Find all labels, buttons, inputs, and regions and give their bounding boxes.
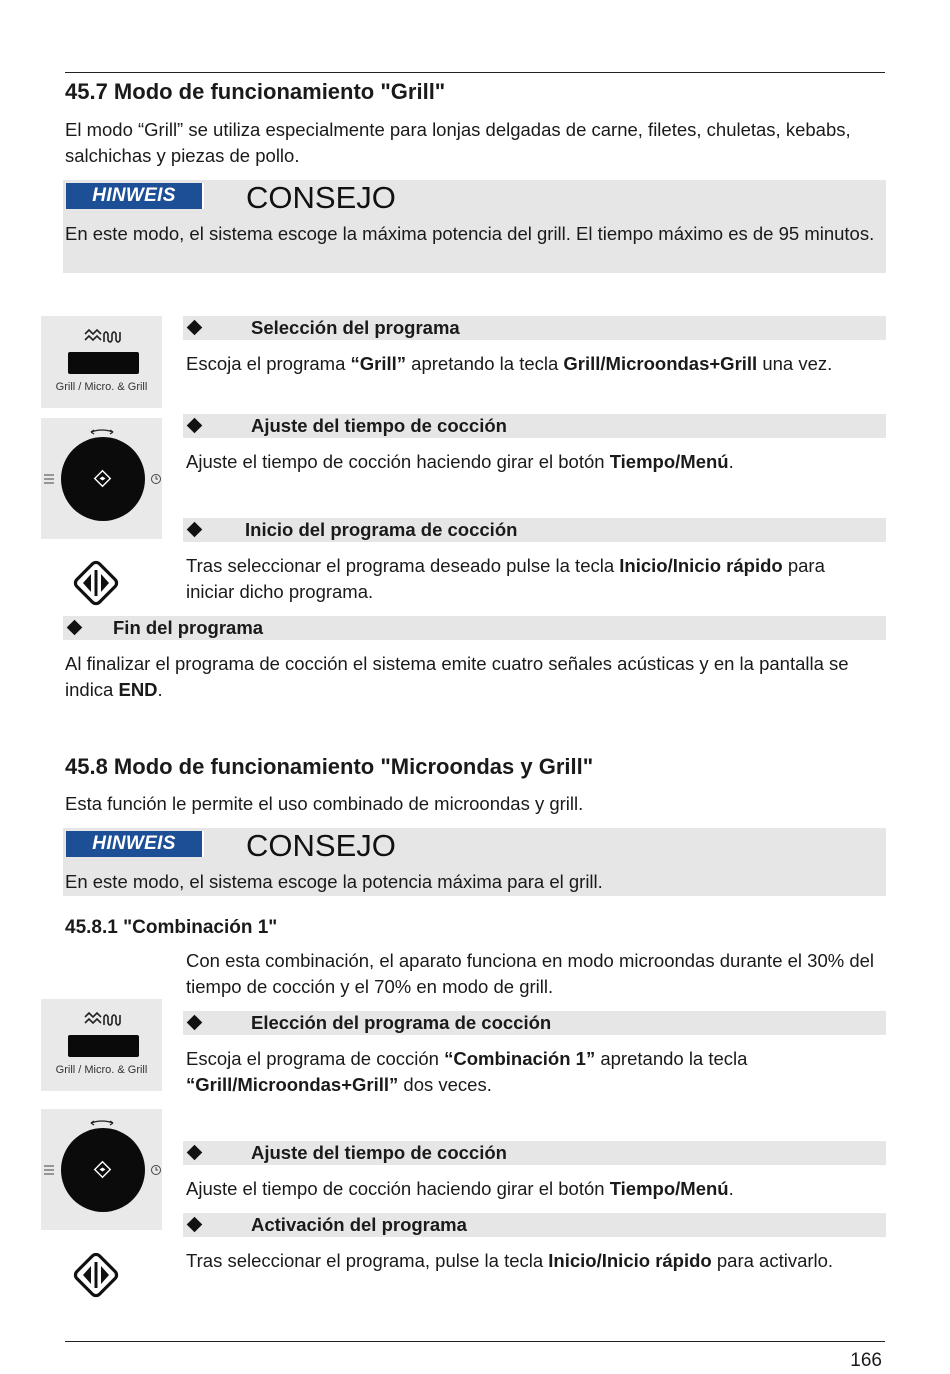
grill-button-label: Grill / Micro. & Grill bbox=[55, 381, 148, 393]
page-number: 166 bbox=[850, 1350, 882, 1371]
grill-button-panel bbox=[41, 316, 162, 408]
top-rule bbox=[65, 72, 885, 73]
tip-box-45-7 bbox=[63, 180, 886, 273]
tip-text: En este modo, el sistema escoge la máxima potencia del grill. El tiempo máximo es de 95 minutos. bbox=[65, 223, 875, 244]
section-intro-45-8: Esta función le permite el uso combinado de microondas y grill. bbox=[65, 793, 584, 814]
step-header-start-program bbox=[183, 518, 886, 542]
grill-button-panel bbox=[41, 999, 162, 1091]
diamond-bullet-icon bbox=[67, 620, 83, 636]
step-title: Fin del programa bbox=[113, 617, 264, 638]
section-heading-45-7: 45.7 Modo de funcionamiento "Grill" bbox=[65, 79, 446, 104]
step-title: Selección del programa bbox=[251, 317, 460, 338]
step-text-cook-time: Ajuste el tiempo de cocción haciendo girar el botón Tiempo/Menú. bbox=[186, 451, 734, 472]
time-dial-panel bbox=[41, 1109, 162, 1230]
diamond-bullet-icon bbox=[187, 1015, 203, 1031]
step-title: Inicio del programa de cocción bbox=[245, 519, 518, 540]
hinweis-badge: HINWEIS bbox=[66, 183, 204, 209]
clock-icon bbox=[152, 1166, 161, 1175]
tip-box-45-8 bbox=[63, 828, 886, 896]
step-title: Ajuste del tiempo de cocción bbox=[251, 1142, 507, 1163]
diamond-bullet-icon bbox=[187, 522, 203, 538]
diamond-bullet-icon bbox=[187, 320, 203, 336]
step-text-choose-program: Escoja el programa de cocción “Combinación 1” apretando la tecla “Grill/Microondas+Grill” dos veces. bbox=[186, 1048, 748, 1095]
step-title: Ajuste del tiempo de cocción bbox=[251, 415, 507, 436]
step-text-cook-time: Ajuste el tiempo de cocción haciendo girar el botón Tiempo/Menú. bbox=[186, 1178, 734, 1199]
time-dial-panel bbox=[41, 418, 162, 539]
step-header-cook-time bbox=[183, 414, 886, 438]
step-header-choose-program bbox=[183, 1011, 886, 1035]
grill-button-label: Grill / Micro. & Grill bbox=[55, 1064, 148, 1076]
diamond-bullet-icon bbox=[187, 1145, 203, 1161]
step-header-activate-program bbox=[183, 1213, 886, 1237]
tip-title: CONSEJO bbox=[246, 180, 396, 215]
start-button-icon bbox=[70, 1249, 122, 1301]
dial-knob-icon bbox=[41, 418, 162, 539]
tip-text: En este modo, el sistema escoge la potencia máxima para el grill. bbox=[65, 871, 603, 892]
section-heading-45-8: 45.8 Modo de funcionamiento "Microondas y Grill" bbox=[65, 754, 594, 779]
step-header-select-program bbox=[183, 316, 886, 340]
step-text-end-program: Al finalizar el programa de cocción el sistema emite cuatro señales acústicas y en la pantalla se indica END. bbox=[65, 653, 849, 700]
section-intro-45-7: El modo “Grill” se utiliza especialmente para lonjas delgadas de carne, filetes, chuletas, kebabs, salchichas y piezas de pollo. bbox=[65, 119, 851, 166]
step-header-cook-time bbox=[183, 1141, 886, 1165]
clock-icon bbox=[152, 475, 161, 484]
step-title: Elección del programa de cocción bbox=[251, 1012, 552, 1033]
diamond-bullet-icon bbox=[187, 1217, 203, 1233]
hinweis-badge: HINWEIS bbox=[66, 831, 204, 857]
bottom-rule bbox=[65, 1341, 885, 1342]
tip-title: CONSEJO bbox=[246, 828, 396, 863]
dial-knob-icon bbox=[41, 1109, 162, 1230]
start-button-icon bbox=[70, 557, 122, 609]
list-icon bbox=[44, 475, 54, 483]
step-text-select-program: Escoja el programa “Grill” apretando la tecla Grill/Microondas+Grill una vez. bbox=[186, 353, 833, 374]
subsection-heading-45-8-1: 45.8.1 "Combinación 1" bbox=[65, 917, 278, 938]
wave-grill-icon bbox=[41, 999, 162, 1091]
wave-grill-icon bbox=[41, 316, 162, 408]
step-title: Activación del programa bbox=[251, 1214, 467, 1235]
diamond-bullet-icon bbox=[187, 418, 203, 434]
step-text-activate-program: Tras seleccionar el programa, pulse la tecla Inicio/Inicio rápido para activarlo. bbox=[186, 1250, 834, 1271]
list-icon bbox=[44, 1166, 54, 1174]
step-text-start-program: Tras seleccionar el programa deseado pulse la tecla Inicio/Inicio rápido para iniciar dicho programa. bbox=[186, 555, 825, 602]
subsection-intro-45-8-1: Con esta combinación, el aparato funciona en modo microondas durante el 30% del tiempo de cocción y el 70% en modo de grill. bbox=[186, 950, 875, 997]
step-header-end-program bbox=[63, 616, 886, 640]
